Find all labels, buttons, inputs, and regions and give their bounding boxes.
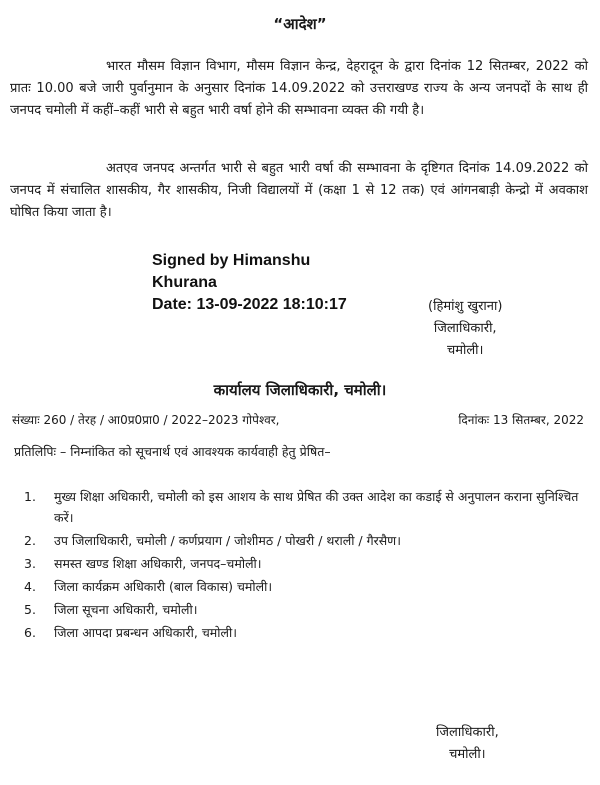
final-signatory-designation: जिलाधिकारी, bbox=[436, 725, 499, 740]
list-item-text: जिला कार्यक्रम अधिकारी (बाल विकास) चमोली। bbox=[54, 579, 273, 594]
order-paragraph-1: भारत मौसम विज्ञान विभाग, मौसम विज्ञान केन्द्र, देहरादून के द्वारा दिनांक 12 सितम्बर, 2022 को प्रातः 10.00 बजे जारी पुर्वानुमान के अनुसार दिनांक 14.09.2022 को उत्तराखण्ड राज्य के अन्य जनपदों के साथ ही जनपद चमोली में कहीं–कहीं भारी से बहुत भारी वर्षा होने की सम्भावना व्यक्त की गयी है। bbox=[10, 59, 588, 118]
list-item-number: 3. bbox=[24, 556, 36, 571]
office-title: कार्यालय जिलाधिकारी, चमोली। bbox=[213, 381, 387, 399]
order-title: “आदेश” bbox=[273, 15, 327, 33]
list-item bbox=[24, 576, 584, 597]
list-item-text: समस्त खण्ड शिक्षा अधिकारी, जनपद–चमोली। bbox=[54, 556, 262, 571]
copy-to-list bbox=[24, 486, 584, 645]
reference-date: दिनांकः 13 सितम्बर, 2022 bbox=[458, 413, 584, 427]
list-item-number: 2. bbox=[24, 533, 36, 548]
list-item bbox=[24, 530, 584, 551]
list-item-number: 6. bbox=[24, 625, 36, 640]
list-item-text: जिला आपदा प्रबन्धन अधिकारी, चमोली। bbox=[54, 625, 237, 640]
list-item bbox=[24, 599, 584, 620]
signatory-name: (हिमांशु खुराना) bbox=[428, 299, 503, 314]
copy-to-intro: प्रतिलिपिः – निम्नांकित को सूचनार्थ एवं आवश्यक कार्यवाही हेतु प्रेषित– bbox=[14, 444, 331, 459]
list-item bbox=[24, 553, 584, 574]
order-paragraph-2: अतएव जनपद अन्तर्गत भारी से बहुत भारी वर्षा की सम्भावना के दृष्टिगत दिनांक 14.09.2022 को जनपद में संचालित शासकीय, गैर शासकीय, निजी विद्यालयों में (कक्षा 1 से 12 तक) एवं आंगनबाड़ी केन्द्रो में अवकाश घोषित किया जाता है। bbox=[10, 161, 588, 220]
list-item-number: 5. bbox=[24, 602, 36, 617]
signatory-block bbox=[428, 296, 502, 362]
final-signatory-block bbox=[436, 722, 499, 766]
list-item-text: मुख्य शिक्षा अधिकारी, चमोली को इस आशय के साथ प्रेषित की उक्त आदेश का कडाई से अनुपालन कराना सुनिश्चित करें। bbox=[54, 489, 579, 525]
final-signatory-place: चमोली। bbox=[449, 747, 486, 762]
signatory-place: चमोली। bbox=[446, 343, 484, 358]
list-item-number: 1. bbox=[24, 489, 36, 504]
reference-line bbox=[12, 410, 592, 430]
reference-number: संख्याः 260 / तेरह / आ0प्र0प्रा0 / 2022–2023 गोपेश्वर, bbox=[12, 413, 280, 427]
digital-signature-line-2: Khurana bbox=[152, 274, 217, 291]
list-item-number: 4. bbox=[24, 579, 36, 594]
signatory-designation: जिलाधिकारी, bbox=[433, 321, 497, 336]
list-item-text: उप जिलाधिकारी, चमोली / कर्णप्रयाग / जोशीमठ / पोखरी / थराली / गैरसैण। bbox=[54, 533, 401, 548]
list-item bbox=[24, 486, 584, 528]
digital-signature-block bbox=[152, 250, 347, 316]
digital-signature-line-1: Signed by Himanshu bbox=[152, 252, 311, 269]
list-item bbox=[24, 622, 584, 643]
digital-signature-date: Date: 13-09-2022 18:10:17 bbox=[152, 296, 347, 313]
list-item-text: जिला सूचना अधिकारी, चमोली। bbox=[54, 602, 198, 617]
